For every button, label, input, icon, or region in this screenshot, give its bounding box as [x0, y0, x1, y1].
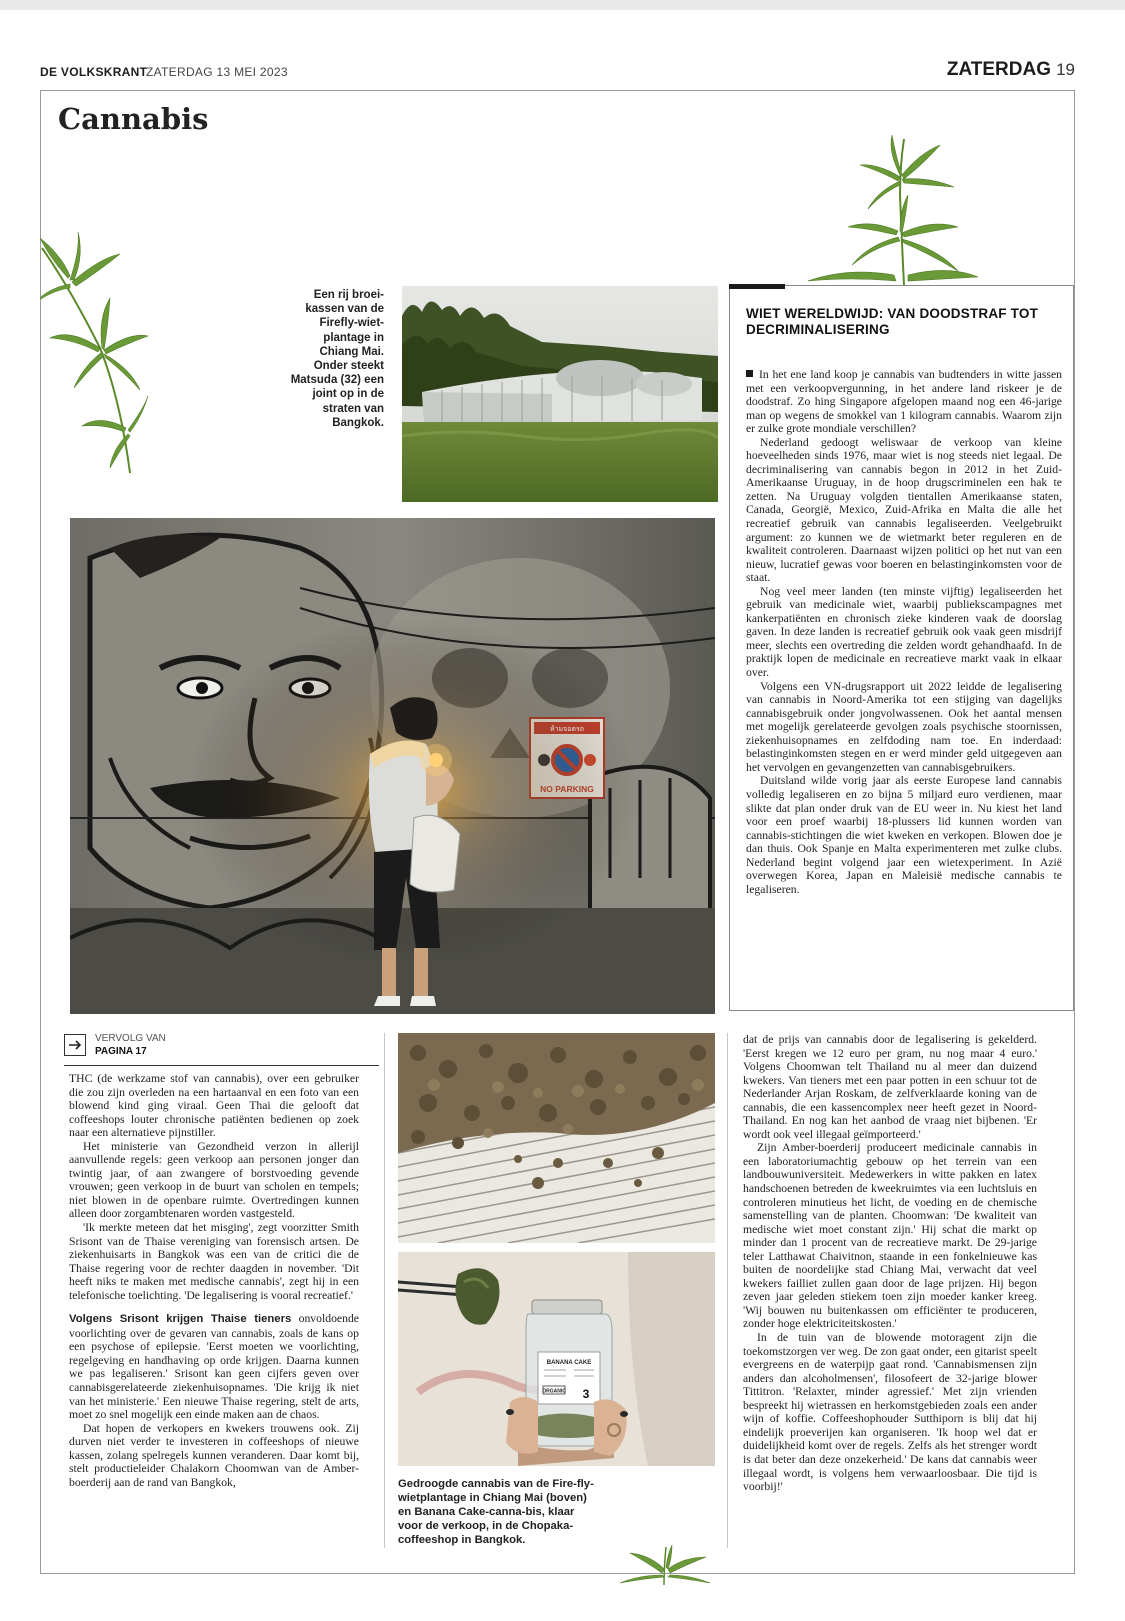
square-bullet-icon	[746, 370, 753, 377]
issue-date: ZATERDAG 13 MEI 2023	[146, 65, 288, 79]
graffiti-illustration	[70, 518, 715, 1014]
sidebar-paragraph: Nog veel meer landen (ten minste vijftig) legaliseerden het gebruik van medicinale wiet, waarbij publiekscampagnes met kankerpatiënten en chronisch zieke kinderen vaak de doorslag gaven. In deze landen is recreatief gebruik ook vaak geen misdrijf meer, slechts een overtreding die zelden wordt gehandhaafd. In de praktijk lopen de medicinale en recreatieve markt vaak in elkaar over.	[746, 584, 1062, 680]
issue-day: ZATERDAG	[946, 59, 1051, 80]
street-graffiti-photo	[70, 518, 715, 1014]
column-divider	[727, 1033, 728, 1548]
cannabis-leaf-bottom-icon	[620, 1545, 710, 1585]
article-paragraph: Dat hopen de verkopers en kwekers trouwens ook. Zij durven niet verder te investeren in coffeeshops of nieuwe kassen, zolang spelregels kunnen veranderen. Daar komt bij, stelt productieleider Chalakorn Choomwan van de Amber-boerderij aan de rand van Bangkok,	[69, 1421, 359, 1489]
photo-caption-top: Een rij broei-kassen van de Firefly-wiet-plantage in Chiang Mai. Onder steekt Matsuda (32) een joint op in de straten van Bangkok.	[290, 289, 384, 429]
jar-label-text: BANANA CAKE	[546, 1360, 592, 1366]
article-paragraph: Zijn Amber-boerderij produceert medicinale cannabis in een laboratoriumachtig gebouw op het terrein van een landbouwuniversiteit. Medewerkers in witte pakken en latex handschoenen betreden de kweekruimtes via een luchtsluis en controleren minutieus het licht, de voeding en de chemische samenstelling van de planten. Choomwan: 'De kwaliteit van medische wiet moet constant zijn.' Hij schat die markt op minder dan 1 procent van de recreatieve markt. De 29-jarige teler Latthawat Chaivitnon, staande in een fonkelnieuwe kas buiten de noordelijke stad Chiang Mai, verwacht dat veel kwekers failliet zullen gaan door de lage prijzen. Hij begon zeven jaar geleden stiekem toen zijn moeder kanker kreeg. 'Wij bouwen nu buitenkassen om efficiënter te produceren, zonder hoge elektriciteitskosten.'	[743, 1141, 1037, 1331]
jar-illustration	[398, 1252, 715, 1466]
sidebar-paragraph: Duitsland wilde vorig jaar als eerste Europese land cannabis volledig legaliseren en zo bijna 5 miljard euro verdienen, maar slikte dat plan onder druk van de EU weer in. Nu kiest het land voor een proef waarbij 18-plussers lid kunnen worden van cannabis-stichtingen die wiet kweken en verkopen. Blowen doe je dan thuis. Ook Spanje en Malta experimenteren met zulke clubs. Nederland begint volgend jaar een wietexperiment. In Azië overwegen Korea, Japan en Maleisië medische cannabis te legaliseren.	[746, 774, 1062, 896]
sidebar-paragraph: Volgens een VN-drugsrapport uit 2022 leidde de legalisering van cannabis in Noord-Amerika tot een stijging van dagelijks cannabisgebruik onder jongvolwassenen. Ook het aantal mensen met mogelijk gerelateerde gevolgen zoals psychische stoornissen, ziekenhuisopnames en zelfdoding nam toe. En inderdaad: belastinginkomsten stegen en er werd minder geld uitgegeven aan het vervolgen en gevangenzetten van cannabisgebruikers.	[746, 679, 1062, 774]
column-divider	[384, 1033, 385, 1548]
cannabis-leaf-left-icon	[40, 228, 150, 478]
article-paragraph: In de tuin van de blowende motoragent zijn die toekomstzorgen ver weg. De zon gaat onder, een gitarist speelt evergreens en de waterpijp gaat rond. 'Cannabismensen zijn anders dan alcoholmensen', filosofeert de 32-jarige blower Tittitron. 'Relaxter, minder agressief.' Met zijn vrienden bespreekt hij wietrassen en herkomstgebieden zoals een ander wijn of koffie. Coffeeshophouder Sutthiporn is blij dat hij eindelijk proeverijen kan organiseren. 'Ik hoop wel dat er duidelijkheid komt over de regels. Zelfs als het strenger wordt is dat beter dan deze onzekerheid.' De kans dat cannabis weer illegaal wordt, is volgens hem verwaarloosbaar. Die tijd is voorbij!'	[743, 1331, 1037, 1494]
dried-cannabis-illustration	[398, 1033, 715, 1243]
section-title: Cannabis	[58, 102, 209, 136]
page-number: 19	[1056, 60, 1075, 79]
article-paragraph: 'Ik merkte meteen dat het misging', zegt voorzitter Smith Srisont van de Thaise vereniging van forensisch artsen. De ziekenhuisarts in Bangkok was een van de critici die de Thaise regering voor de rechter daagden in november. 'Dit heeft niks te maken met medische cannabis', zegt hij in een telefonische toelichting. 'De legalisering is vooral recreatief.'	[69, 1221, 359, 1302]
jar-organic-tag: ORGANIC	[542, 1388, 566, 1395]
greenhouse-illustration	[402, 286, 718, 502]
article-column-right	[743, 1033, 1037, 1494]
continuation-page: PAGINA 17	[95, 1046, 147, 1057]
browser-top-strip	[0, 0, 1125, 10]
cannabis-jar-photo	[398, 1252, 715, 1466]
arrow-right-icon	[64, 1034, 86, 1056]
article-column-left	[69, 1072, 359, 1489]
jar-number: 3	[582, 1387, 590, 1401]
lead-in-text: Volgens Srisont krijgen Thaise tieners	[69, 1313, 292, 1326]
newspaper-brand: DE VOLKSKRANT	[40, 65, 148, 79]
article-paragraph: THC (de werkzame stof van cannabis), over een gebruiker die zou zijn overleden na een hartaanval en een foto van een blowend kind ging viraal. Geen Thai die gelooft dat coffeeshops louter chronische patiënten bedienen op zoek naar een alternatieve pijnstiller.	[69, 1072, 359, 1140]
article-paragraph-lead: Volgens Srisont krijgen Thaise tieners onvoldoende voorlichting over de gevaren van cannabis, zoals de kans op een psychose of epilepsie. 'Eerst moeten we voorlichting, regelgeving en handhaving op orde krijgen. Daarna kunnen we pas legaliseren.' Srisont kan geen cijfers geven over cannabisgerelateerde ziekenhuisopnames. 'Die krijg ik niet van het ministerie.' Een nieuwe Thaise regering, stelt de arts, moet zo snel mogelijk een einde maken aan de chaos.	[69, 1312, 359, 1422]
article-paragraph: dat de prijs van cannabis door de legalisering is gekelderd. 'Eerst kregen we 12 euro per gram, nu nog maar 4 euro.' Volgens Choomwan telt Thailand nu al meer dan duizend kwekers. Van tieners met een paar potten in een schuur tot de Nederlander Arjan Roskam, de zelfverklaarde koning van de cannabis, die een kassencomplex neer heeft gezet in Noord-Thailand. En nog kan het aanbod de vraag niet bijbenen. 'Er wordt ook veel illegaal geïmporteerd.'	[743, 1033, 1037, 1141]
masthead	[40, 59, 1075, 86]
sidebar-paragraph: In het ene land koop je cannabis van budtenders in witte jassen met een verkoopvergunning, in het andere land riskeer je de doodstraf. Zo hing Singapore afgelopen maand nog een 46-jarige man op wegens de smokkel van 1 kilogram cannabis. Waarom zijn er zulke grote mondiale verschillen?	[746, 368, 1062, 436]
sidebar-title: WIET WERELDWIJD: VAN DOODSTRAF TOT DECRIMINALISERING	[746, 306, 1039, 337]
sidebar-box	[729, 285, 1074, 1011]
cannabis-leaf-right-icon	[808, 135, 978, 285]
sidebar-paragraph: Nederland gedoogt weliswaar de verkoop van kleine hoeveelheden sinds 1976, maar wiet is nog steeds niet legaal. De decriminalisering van cannabis begon in 2012 in het Zuid-Amerikaanse Uruguay, in de hoop drugscriminelen een hak te zetten. Na Uruguay volgden tientallen Amerikaanse staten, Canada, Georgië, Mexico, Zuid-Afrika en Malta die alle het recreatief gebruik van cannabis legaliseerden. Veelgebruikt argument: zo kunnen we de wietmarkt beter reguleren en de kwaliteit controleren. Daarnaast wijzen politici op het nut van een nieuw, lucratief gewas voor boeren en belastinginkomsten voor de staat.	[746, 435, 1062, 585]
continuation-rule	[64, 1065, 379, 1066]
dried-cannabis-photo	[398, 1033, 715, 1243]
article-paragraph: Het ministerie van Gezondheid verzon in allerijl aanvullende regels: geen verkoop aan personen jonger dan twintig jaar, of aan zwangere of borstvoeding gevende vrouwen; geen verkoop in de buurt van scholen en tempels; niet blowen in de openbare ruimte. Overtredingen kunnen alleen door zorgambtenaren worden vastgesteld.	[69, 1139, 359, 1221]
greenhouse-photo	[402, 286, 718, 502]
photo-caption-bottom: Gedroogde cannabis van de Fire-fly-wietplantage in Chiang Mai (boven) en Banana Cake-canna-bis, klaar voor de verkoop, in de Chopaka-coffeeshop in Bangkok.	[398, 1478, 594, 1546]
sidebar-body	[746, 368, 1062, 896]
continuation-label: VERVOLG VAN	[95, 1033, 166, 1044]
sidebar-accent-bar	[729, 284, 785, 289]
